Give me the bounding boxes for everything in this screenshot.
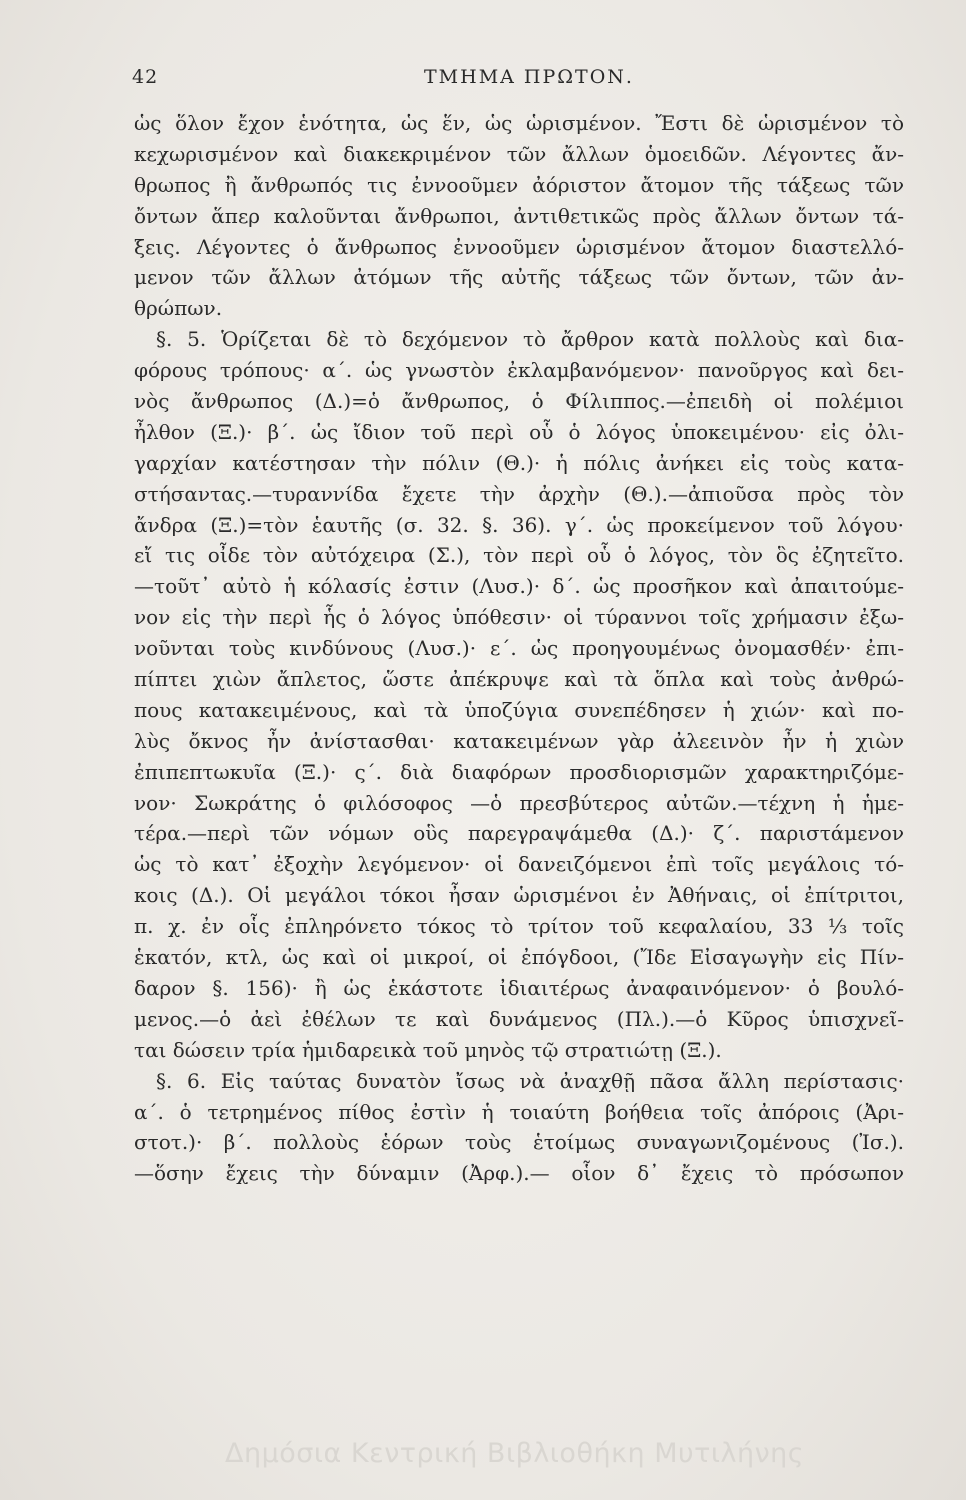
text-line: ὡς τὸ κατ᾽ ἐξοχὴν λεγόμενον· οἱ δανειζόμενοι ἐπὶ τοῖς μεγάλοις τό-	[134, 852, 904, 877]
text-line: ὄντων ἅπερ καλοῦνται ἄνθρωποι, ἀντιθετικῶς πρὸς ἄλλων ὄντων τά-	[134, 203, 904, 228]
text-line: ται δώσειν τρία ἡμιδαρεικὰ τοῦ μηνὸς τῷ στρατιώτῃ (Ξ.).	[134, 1037, 722, 1062]
page-number: 42	[132, 66, 159, 88]
text-line: θρωπος ἢ ἄνθρωπός τις ἐννοοῦμεν ἀόριστον ἄτομον τῆς τάξεως τῶν	[134, 172, 904, 197]
text-line: κοις (Δ.). Οἱ μεγάλοι τόκοι ἦσαν ὡρισμένοι ἐν Ἀθήναις, οἱ ἐπίτριτοι,	[134, 883, 904, 908]
text-line: —ὅσην ἔχεις τὴν δύναμιν (Ἀρφ.).— οἷον δ᾽ ἔχεις τὸ πρόσωπον	[134, 1161, 904, 1186]
page-header	[132, 60, 900, 100]
section-heading-line: §. 5. Ὁρίζεται δὲ τὸ δεχόμενον τὸ ἄρθρον κατὰ πολλοὺς καὶ δια-	[156, 327, 904, 352]
text-line: λὺς ὄκνος ἦν ἀνίστασθαι· κατακειμένων γὰρ ἀλεεινὸν ἦν ἡ χιὼν	[134, 728, 904, 753]
library-watermark: Δημόσια Κεντρική Βιβλιοθήκη Μυτιλήνης	[225, 1438, 805, 1469]
text-line: ἐπιπεπτωκυῖα (Ξ.)· ς΄. διὰ διαφόρων προσδιορισμῶν χαρακτηριζόμε-	[134, 759, 904, 784]
text-line: ἄνδρα (Ξ.)=τὸν ἑαυτῆς (σ. 32. §. 36). γ΄. ὡς προκείμενον τοῦ λόγου·	[134, 512, 904, 537]
text-line: γαρχίαν κατέστησαν τὴν πόλιν (Θ.)· ἡ πόλις ἀνήκει εἰς τοὺς κατα-	[134, 450, 904, 475]
body-text	[134, 108, 904, 1189]
text-line: μενον τῶν ἄλλων ἀτόμων τῆς αὐτῆς τάξεως τῶν ὄντων, τῶν ἀν-	[134, 265, 904, 290]
text-line: εἴ τις οἶδε τὸν αὐτόχειρα (Σ.), τὸν περὶ οὗ ὁ λόγος, τὸν ὃς ἐζητεῖτο.	[134, 543, 904, 568]
text-line: νον· Σωκράτης ὁ φιλόσοφος —ὁ πρεσβύτερος αὐτῶν.—τέχνη ἡ ἡμε-	[134, 790, 904, 815]
text-line: στήσαντας.—τυραννίδα ἔχετε τὴν ἀρχὴν (Θ.).—ἀπιοῦσα πρὸς τὸν	[134, 481, 904, 506]
text-line: κεχωρισμένον καὶ διακεκριμένον τῶν ἄλλων ὁμοειδῶν. Λέγοντες ἄν-	[134, 141, 904, 166]
text-line: α΄. ὁ τετρημένος πίθος ἐστὶν ἡ τοιαύτη βοήθεια τοῖς ἀπόροις (Ἀρι-	[134, 1099, 904, 1124]
text-line: θρώπων.	[134, 296, 223, 321]
text-line: ἦλθον (Ξ.)· β΄. ὡς ἴδιον τοῦ περὶ οὗ ὁ λόγος ὑποκειμένου· εἰς ὀλι-	[134, 419, 904, 444]
text-line: δαρον §. 156)· ἢ ὡς ἑκάστοτε ἰδιαιτέρως ἀναφαινόμενον· ὁ βουλό-	[134, 975, 904, 1000]
text-line: ἑκατόν, κτλ, ὡς καὶ οἱ μικροί, οἱ ἐπόγδοοι, (Ἴδε Εἰσαγωγὴν εἰς Πίν-	[134, 945, 904, 970]
text-line: ξεις. Λέγοντες ὁ ἄνθρωπος ἐννοοῦμεν ὡρισμένον ἄτομον διαστελλό-	[134, 234, 904, 259]
text-line: φόρους τρόπους· α΄. ὡς γνωστὸν ἐκλαμβανόμενον· πανοῦργος καὶ δει-	[134, 358, 904, 383]
text-line: νοῦνται τοὺς κινδύνους (Λυσ.)· ε΄. ὡς προηγουμένως ὀνομασθέν· ἐπι-	[134, 636, 904, 661]
text-line: πους κατακειμένους, καὶ τὰ ὑποζύγια συνεπέδησεν ἡ χιών· καὶ πο-	[134, 697, 904, 722]
text-line: μενος.—ὁ ἀεὶ ἐθέλων τε καὶ δυνάμενος (Πλ.).—ὁ Κῦρος ὑπισχνεῖ-	[134, 1006, 904, 1031]
text-line: στοτ.)· β΄. πολλοὺς ἑόρων τοὺς ἑτοίμως συναγωνιζομένους (Ἰσ.).	[134, 1130, 904, 1155]
text-line: τέρα.—περὶ τῶν νόμων οὓς παρεγραψάμεθα (Δ.)· ζ΄. παριστάμενον	[134, 821, 904, 846]
section-heading-line: §. 6. Εἰς ταύτας δυνατὸν ἴσως νὰ ἀναχθῇ πᾶσα ἄλλη περίστασις·	[156, 1068, 904, 1093]
text-line: ὡς ὅλον ἔχον ἑνότητα, ὡς ἕν, ὡς ὡρισμένον. Ἔστι δὲ ὡρισμένον τὸ	[134, 111, 904, 135]
text-line: νὸς ἄνθρωπος (Δ.)=ὁ ἄνθρωπος, ὁ Φίλιππος.—ἐπειδὴ οἱ πολέμιοι	[134, 389, 904, 414]
text-line: νον εἰς τὴν περὶ ἧς ὁ λόγος ὑπόθεσιν· οἱ τύραννοι τοῖς χρήμασιν ἐξω-	[134, 605, 904, 630]
text-line: π. χ. ἐν οἷς ἐπληρόνετο τόκος τὸ τρίτον τοῦ κεφαλαίου, 33 ⅓ τοῖς	[134, 914, 904, 939]
running-title: ΤΜΗΜΑ ΠΡΩΤΟΝ.	[424, 66, 634, 88]
text-line: πίπτει χιὼν ἄπλετος, ὥστε ἀπέκρυψε καὶ τὰ ὅπλα καὶ τοὺς ἀνθρώ-	[134, 667, 904, 692]
text-line: —τοῦτ᾽ αὐτὸ ἡ κόλασίς ἐστιν (Λυσ.)· δ΄. ὡς προσῆκον καὶ ἀπαιτούμε-	[134, 574, 904, 599]
